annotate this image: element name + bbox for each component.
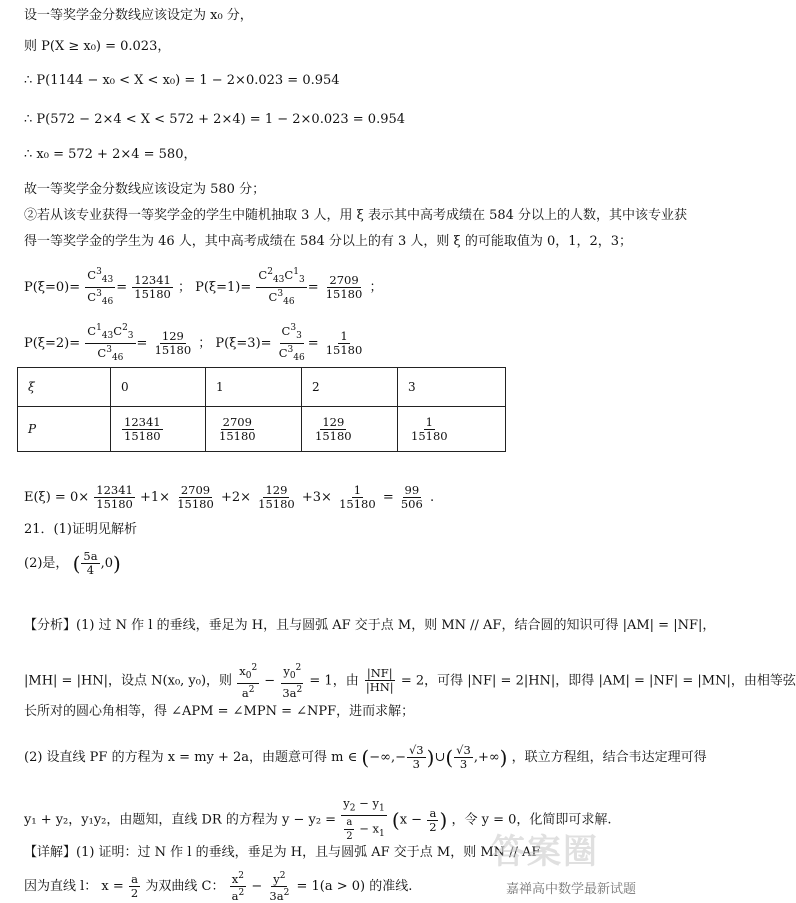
fraction: $\frac{2709}{15180}$	[325, 273, 363, 302]
detail-line: 【详解】(1) 证明：过 N 作 l 的垂线，垂足为 H，且与圆弧 AF 交于点 M，则 MN // AF	[24, 845, 541, 860]
table-cell: $\frac{12341}{15180}$	[111, 407, 206, 452]
question-21-part2: (2)是， ( $\frac{5a}{4}$ ,0)	[24, 549, 121, 577]
text-line: ∴ x₀ = 572 + 2×4 = 580，	[24, 147, 197, 162]
fraction: $\frac{C^2_{43}C^1_3}{C^3_{46}}$	[258, 267, 305, 308]
detail-line: 因为直线 l： x = $\frac{a}{2}$ 为双曲线 C： $\frac{x^2}{a^2}$ − $\frac{y^2}{3a^2}$ = 1(a > 0) 的准线.	[24, 871, 413, 903]
analysis-line: |MH| = |HN|，设点 N(x₀, y₀)，则 $\frac{x_0^2}{a^2}$ − $\frac{y_0^2}{3a^2}$ = 1，由 $\frac{|NF|}{|HN|}$ = 2，可得 |NF| = 2|HN|，即得 |AM| = |NF| = |MN|，由相等弦	[24, 663, 796, 700]
watermark: 嘉禅高中数学最新试题	[505, 882, 636, 897]
analysis-line: 长所对的圆心角相等，得 ∠APM = ∠MPN = ∠NPF，进而求解；	[24, 704, 415, 719]
text-line: ②若从该专业获得一等奖学金的学生中随机抽取 3 人，用 ξ 表示其中高考成绩在 584 分以上的人数，其中该专业获	[24, 208, 688, 223]
text-line: 设一等奖学金分数线应该设定为 x₀ 分，	[24, 8, 253, 23]
analysis-line: 【分析】(1) 过 N 作 l 的垂线，垂足为 H，且与圆弧 AF 交于点 M，则 MN // AF，结合圆的知识可得 |AM| = |NF|，	[24, 618, 716, 633]
text-line: ∴ P(572 − 2×4 < X < 572 + 2×4) = 1 − 2×0.023 = 0.954	[24, 112, 406, 127]
table-cell: $\frac{2709}{15180}$	[206, 407, 302, 452]
table-row	[18, 407, 506, 452]
text-line: 则 P(X ≥ x₀) = 0.023，	[24, 39, 171, 54]
text-line: ∴ P(1144 − x₀ < X < x₀) = 1 − 2×0.023 = 0.954	[24, 73, 340, 88]
table-cell: 2	[302, 368, 398, 407]
table-cell: $\frac{1}{15180}$	[398, 407, 506, 452]
text-line: 故一等奖学金分数线应该设定为 580 分；	[24, 182, 266, 197]
text-line: 得一等奖学金的学生为 46 人，其中高考成绩在 584 分以上的有 3 人，则 ξ 的可能取值为 0，1，2，3；	[24, 234, 633, 249]
distribution-table	[17, 367, 506, 452]
expectation-line: E(ξ) = 0× $\frac{12341}{15180}$ +1× $\frac{2709}{15180}$ +2× $\frac{129}{15180}$ +3× $\frac{1}{15180}$ = $\frac{99}{506}$ .	[24, 483, 435, 511]
prob-line-2: P(ξ=2)= $\frac{C^1_{43}C^2_3}{C^3_{46}}$ = $\frac{129}{15180}$ ； P(ξ=3)= $\frac{C^3_3}{C^3_{46}}$ = $\frac{1}{15180}$	[24, 323, 363, 364]
table-cell: 3	[398, 368, 506, 407]
table-cell: 0	[111, 368, 206, 407]
table-cell: ξ	[18, 368, 111, 407]
analysis-line: y₁ + y₂，y₁y₂，由题知，直线 DR 的方程为 y − y₂ = $y_2 - y_1$ $\frac{a}{2}$ − $x_1$ (x − $\frac{a}{2}$ ) ，令 y = 0，化简即可求解.	[24, 796, 612, 843]
fraction: $\frac{C^3_3}{C^3_{46}}$	[278, 323, 305, 364]
question-21: 21．(1)证明见解析	[24, 522, 137, 537]
table-cell: 1	[206, 368, 302, 407]
prob-line-1: P(ξ=0)= $\frac{C^3_{43}}{C^3_{46}}$ = $\frac{12341}{15180}$ ； P(ξ=1)= $\frac{C^2_{43}C^1_3}{C^3_{46}}$ = $\frac{2709}{15180}$ ；	[24, 267, 383, 308]
analysis-line: (2) 设直线 PF 的方程为 x = my + 2a，由题意可得 m ∈ (−∞,− $\frac{√3}{3}$ )∪( $\frac{√3}{3}$ ,+∞) ，联立方程组，结合韦达定理可得	[24, 743, 707, 771]
table-cell: P	[18, 407, 111, 452]
watermark-logo: 答案圈	[491, 832, 599, 872]
table-cell: $\frac{129}{15180}$	[302, 407, 398, 452]
fraction: $\frac{1}{15180}$	[325, 329, 363, 358]
fraction: $\frac{C^1_{43}C^2_3}{C^3_{46}}$	[87, 323, 134, 364]
fraction: $\frac{129}{15180}$	[154, 329, 192, 358]
table-row	[18, 368, 506, 407]
fraction: $\frac{12341}{15180}$	[134, 273, 171, 302]
fraction: $\frac{C^3_{43}}{C^3_{46}}$	[87, 267, 114, 308]
